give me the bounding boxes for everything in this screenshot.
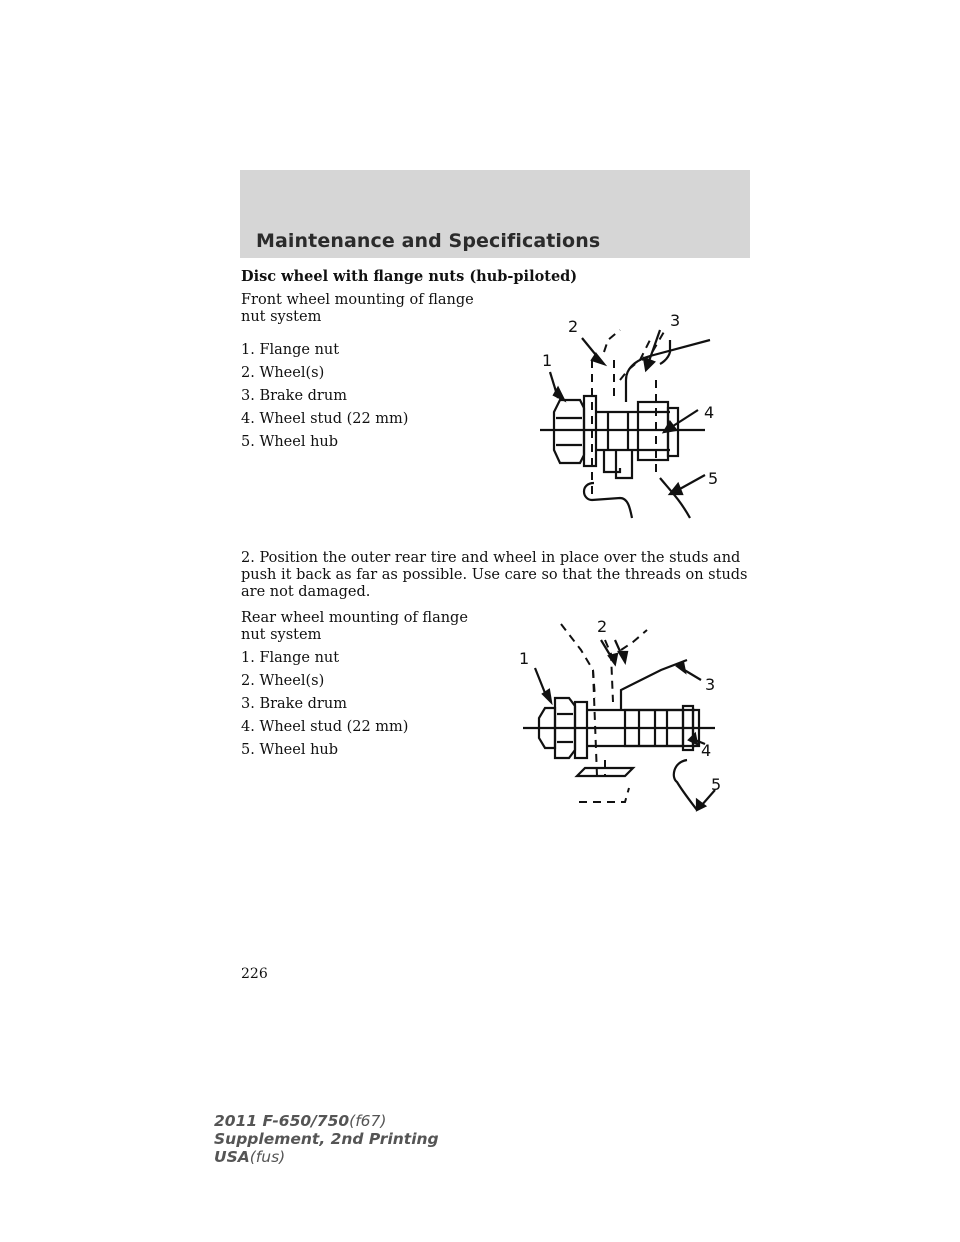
rear-callout-5: 5 bbox=[711, 775, 722, 794]
rear-item-5: 5. Wheel hub bbox=[241, 742, 339, 758]
footer-line-3 bbox=[214, 1148, 439, 1166]
footer-model: 2011 F-650/750 bbox=[214, 1112, 350, 1130]
front-item-5: 5. Wheel hub bbox=[241, 434, 339, 450]
front-item-3: 3. Brake drum bbox=[241, 388, 347, 404]
footer-market-code: (fus) bbox=[249, 1148, 286, 1166]
front-parts-list bbox=[241, 342, 408, 451]
footer bbox=[214, 1112, 439, 1166]
step-2-paragraph: 2. Position the outer rear tire and wheel in place over the studs and push it back as far as possible. Use care so that the threads on studs are not damaged. bbox=[241, 550, 748, 600]
page-header-title: Maintenance and Specifications bbox=[256, 230, 601, 252]
rear-item-4: 4. Wheel stud (22 mm) bbox=[241, 719, 409, 735]
page-number: 226 bbox=[241, 966, 268, 982]
front-callout-4: 4 bbox=[704, 403, 715, 422]
rear-caption: Rear wheel mounting of flange nut system bbox=[241, 610, 468, 643]
rear-parts-list bbox=[241, 650, 408, 759]
rear-wheel-diagram bbox=[505, 610, 755, 815]
rear-callout-4: 4 bbox=[701, 741, 712, 760]
rear-item-3: 3. Brake drum bbox=[241, 696, 347, 712]
rear-callout-2: 2 bbox=[597, 617, 608, 636]
front-wheel-diagram bbox=[520, 300, 750, 525]
footer-market: USA bbox=[214, 1148, 250, 1166]
front-callout-2: 2 bbox=[568, 317, 579, 336]
footer-model-code: (f67) bbox=[349, 1112, 387, 1130]
rear-item-2: 2. Wheel(s) bbox=[241, 673, 325, 689]
front-callout-3: 3 bbox=[670, 311, 681, 330]
footer-line-2: Supplement, 2nd Printing bbox=[214, 1130, 439, 1148]
front-item-1: 1. Flange nut bbox=[241, 342, 340, 358]
front-item-4: 4. Wheel stud (22 mm) bbox=[241, 411, 409, 427]
section-title: Disc wheel with flange nuts (hub-piloted) bbox=[241, 268, 578, 285]
rear-callout-3: 3 bbox=[705, 675, 716, 694]
front-callout-5: 5 bbox=[708, 469, 719, 488]
front-callout-1: 1 bbox=[542, 351, 553, 370]
front-caption: Front wheel mounting of flange nut system bbox=[241, 292, 474, 325]
front-item-2: 2. Wheel(s) bbox=[241, 365, 325, 381]
rear-item-1: 1. Flange nut bbox=[241, 650, 340, 666]
footer-line-1 bbox=[214, 1112, 439, 1130]
rear-callout-1: 1 bbox=[519, 649, 530, 668]
header-band bbox=[240, 170, 750, 258]
